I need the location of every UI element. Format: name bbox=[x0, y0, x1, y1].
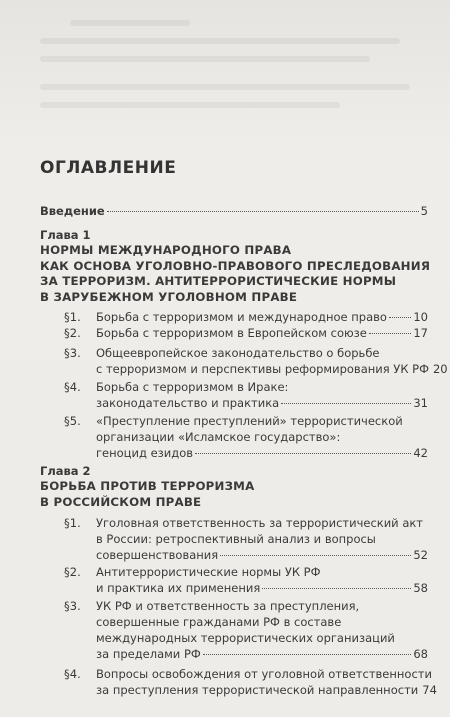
entry-text: геноцид езидов bbox=[96, 446, 194, 460]
entry-text: в России: ретроспективный анализ и вопросы bbox=[96, 532, 376, 546]
entry-text: УК РФ и ответственность за преступления, bbox=[96, 599, 360, 613]
entry-text: организации «Исламское государство»: bbox=[96, 430, 341, 444]
section-number: §2. bbox=[64, 326, 81, 340]
section-number: §1. bbox=[64, 310, 81, 324]
entry-text: законодательство и практика bbox=[96, 396, 280, 410]
chapter-1-heading-line: КАК ОСНОВА УГОЛОВНО-ПРАВОВОГО ПРЕСЛЕДОВАНИЯ bbox=[40, 258, 431, 273]
entry-text: за преступления террористической направленности bbox=[96, 683, 419, 697]
section-number: §5. bbox=[64, 414, 81, 428]
entry-text: и практика их применения bbox=[96, 581, 261, 595]
leader-dots bbox=[281, 403, 411, 404]
toc-intro bbox=[40, 203, 428, 219]
section-number: §3. bbox=[64, 346, 81, 360]
toc-entry bbox=[96, 413, 428, 461]
entry-page: 10 bbox=[413, 310, 428, 324]
toc-intro-page: 5 bbox=[420, 204, 428, 218]
leader-dots bbox=[262, 588, 411, 589]
entry-text: международных террористических организаций bbox=[96, 631, 395, 645]
entry-page: 20 bbox=[432, 362, 448, 376]
section-number: §1. bbox=[64, 516, 81, 530]
toc-entry bbox=[96, 345, 448, 377]
leader-dots bbox=[195, 453, 411, 454]
entry-page: 52 bbox=[413, 548, 428, 562]
toc-title: ОГЛАВЛЕНИЕ bbox=[40, 158, 177, 178]
entry-text: Антитеррористические нормы УК РФ bbox=[96, 565, 321, 579]
entry-text: совершенствования bbox=[96, 548, 219, 562]
toc-entry bbox=[96, 325, 428, 341]
bleed-through-text bbox=[0, 0, 450, 130]
chapter-2-label: Глава 2 bbox=[40, 464, 91, 478]
leader-dots bbox=[220, 555, 411, 556]
section-number: §3. bbox=[64, 599, 81, 613]
chapter-2-heading-line: В РОССИЙСКОМ ПРАВЕ bbox=[40, 494, 202, 509]
toc-entry bbox=[96, 379, 428, 411]
section-number: §4. bbox=[64, 667, 81, 681]
chapter-1-heading-line: ЗА ТЕРРОРИЗМ. АНТИТЕРРОРИСТИЧЕСКИЕ НОРМЫ bbox=[40, 274, 397, 288]
chapter-1-heading-line: В ЗАРУБЕЖНОМ УГОЛОВНОМ ПРАВЕ bbox=[40, 289, 298, 304]
chapter-2-heading bbox=[40, 479, 254, 510]
chapter-1-heading bbox=[40, 243, 430, 305]
toc-entry bbox=[96, 515, 428, 563]
entry-page: 74 bbox=[422, 683, 437, 697]
entry-page: 58 bbox=[413, 581, 428, 595]
chapter-1-label: Глава 1 bbox=[40, 228, 91, 242]
entry-text: «Преступление преступлений» террористической bbox=[96, 414, 403, 428]
toc-entry bbox=[96, 666, 437, 698]
entry-page: 42 bbox=[413, 446, 428, 460]
chapter-1-heading-line: НОРМЫ МЕЖДУНАРОДНОГО ПРАВА bbox=[40, 243, 292, 257]
entry-text: с терроризмом и перспективы реформирования УК РФ bbox=[96, 362, 429, 376]
entry-page: 68 bbox=[413, 647, 428, 661]
entry-text: Вопросы освобождения от уголовной ответственности bbox=[96, 667, 432, 681]
entry-text: Уголовная ответственность за террористический акт bbox=[96, 516, 424, 530]
toc-entry bbox=[96, 564, 428, 596]
leader-dots bbox=[107, 211, 419, 212]
entry-text: Борьба с терроризмом в Ираке: bbox=[96, 380, 289, 394]
leader-dots bbox=[389, 317, 411, 318]
toc-entry bbox=[96, 309, 428, 325]
entry-text: Общеевропейское законодательство о борьбе bbox=[96, 346, 380, 360]
section-number: §4. bbox=[64, 380, 81, 394]
entry-text: Борьба с терроризмом и международное право bbox=[96, 310, 387, 324]
chapter-2-heading-line: БОРЬБА ПРОТИВ ТЕРРОРИЗМА bbox=[40, 479, 255, 493]
section-number: §2. bbox=[64, 565, 81, 579]
leader-dots bbox=[203, 654, 412, 655]
entry-text: за пределами РФ bbox=[96, 647, 201, 661]
leader-dots bbox=[369, 333, 411, 334]
entry-text: Борьба с терроризмом в Европейском союзе bbox=[96, 326, 367, 340]
toc-entry bbox=[96, 598, 428, 662]
entry-page: 17 bbox=[413, 326, 428, 340]
entry-page: 31 bbox=[413, 396, 428, 410]
entry-text: совершенные гражданами РФ в составе bbox=[96, 615, 342, 629]
toc-intro-label: Введение bbox=[40, 204, 105, 218]
